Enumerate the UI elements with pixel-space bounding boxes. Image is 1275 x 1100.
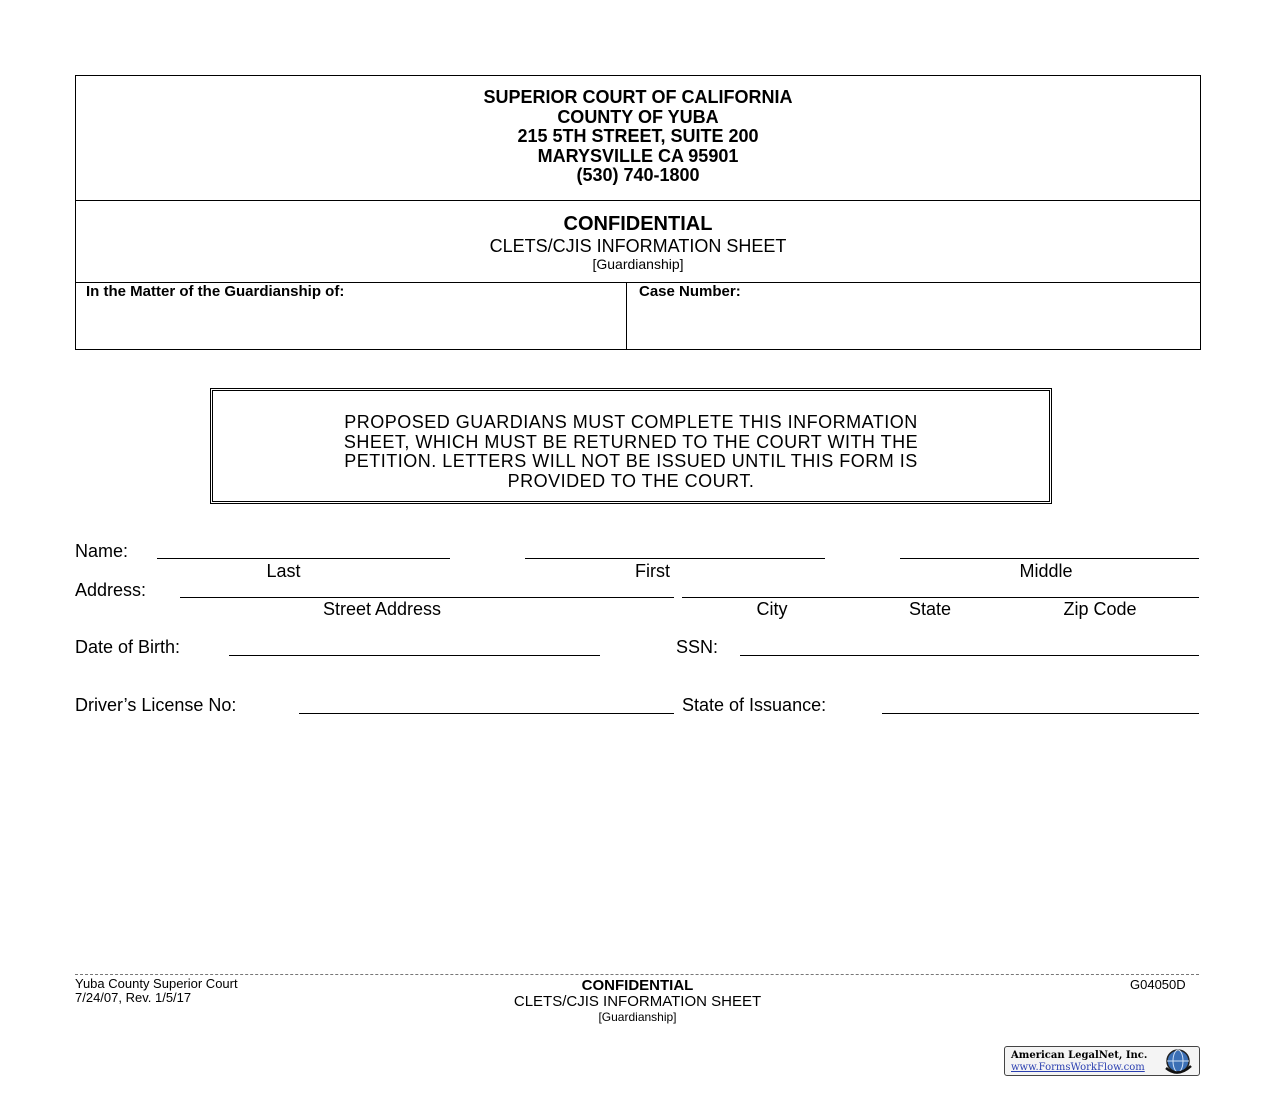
form-code: G04050D bbox=[1130, 977, 1186, 992]
notice-box bbox=[210, 388, 1052, 504]
middle-caption: Middle bbox=[1019, 561, 1073, 581]
form-title: CONFIDENTIAL bbox=[563, 213, 713, 235]
state-caption: State bbox=[908, 599, 952, 619]
case-number-label: Case Number: bbox=[639, 283, 741, 300]
last-name-field[interactable] bbox=[157, 558, 450, 559]
name-label: Name: bbox=[75, 541, 129, 561]
court-header-box bbox=[75, 75, 1201, 350]
dob-label: Date of Birth: bbox=[75, 637, 181, 657]
form-title-block bbox=[76, 212, 1200, 273]
form-type: [Guardianship] bbox=[592, 256, 684, 272]
footer-rule bbox=[75, 974, 1199, 975]
last-caption: Last bbox=[266, 561, 301, 581]
state-of-issuance-field[interactable] bbox=[882, 713, 1199, 714]
address-label: Address: bbox=[75, 580, 147, 600]
dob-field[interactable] bbox=[229, 655, 600, 656]
logo-company-name: American LegalNet, Inc. bbox=[1011, 1050, 1148, 1061]
zip-caption: Zip Code bbox=[1063, 599, 1137, 619]
court-name: SUPERIOR COURT OF CALIFORNIA bbox=[483, 87, 793, 107]
street-caption: Street Address bbox=[322, 599, 442, 619]
ssn-field[interactable] bbox=[740, 655, 1199, 656]
notice-line: PROVIDED TO THE COURT. bbox=[507, 470, 755, 491]
court-city: MARYSVILLE CA 95901 bbox=[537, 145, 739, 166]
court-phone: (530) 740-1800 bbox=[576, 165, 700, 185]
street-address-field[interactable] bbox=[180, 597, 674, 598]
american-legalnet-logo[interactable] bbox=[1004, 1046, 1200, 1076]
court-address-block bbox=[76, 88, 1200, 186]
footer-title: CONFIDENTIAL bbox=[581, 977, 694, 994]
drivers-license-label: Driver’s License No: bbox=[75, 695, 237, 715]
city-state-zip-field[interactable] bbox=[682, 597, 1199, 598]
court-street: 215 5TH STREET, SUITE 200 bbox=[517, 126, 759, 146]
notice-line: PETITION. LETTERS WILL NOT BE ISSUED UNTIL THIS FORM IS bbox=[344, 451, 918, 471]
notice-text bbox=[213, 413, 1049, 491]
matter-cell[interactable] bbox=[76, 283, 627, 349]
first-caption: First bbox=[635, 561, 670, 581]
globe-icon bbox=[1161, 1048, 1195, 1074]
court-county: COUNTY OF YUBA bbox=[557, 106, 719, 127]
footer-subtitle: CLETS/CJIS INFORMATION SHEET bbox=[513, 993, 762, 1010]
middle-name-field[interactable] bbox=[900, 558, 1199, 559]
header-divider bbox=[76, 200, 1200, 201]
logo-url-link[interactable]: www.FormsWorkFlow.com bbox=[1011, 1062, 1145, 1073]
ssn-label: SSN: bbox=[676, 637, 719, 657]
drivers-license-field[interactable] bbox=[299, 713, 674, 714]
footer-court: Yuba County Superior Court bbox=[75, 976, 238, 991]
footer-title-block bbox=[0, 978, 1275, 1024]
city-caption: City bbox=[756, 599, 788, 619]
notice-line: PROPOSED GUARDIANS MUST COMPLETE THIS INFORMATION bbox=[344, 412, 918, 432]
matter-label: In the Matter of the Guardianship of: bbox=[86, 283, 345, 300]
notice-line: SHEET, WHICH MUST BE RETURNED TO THE COURT WITH THE bbox=[343, 431, 919, 452]
first-name-field[interactable] bbox=[525, 558, 825, 559]
form-subtitle: CLETS/CJIS INFORMATION SHEET bbox=[489, 236, 787, 256]
footer-revision: 7/24/07, Rev. 1/5/17 bbox=[75, 990, 192, 1005]
footer-type: [Guardianship] bbox=[598, 1010, 677, 1024]
state-of-issuance-label: State of Issuance: bbox=[682, 695, 827, 715]
